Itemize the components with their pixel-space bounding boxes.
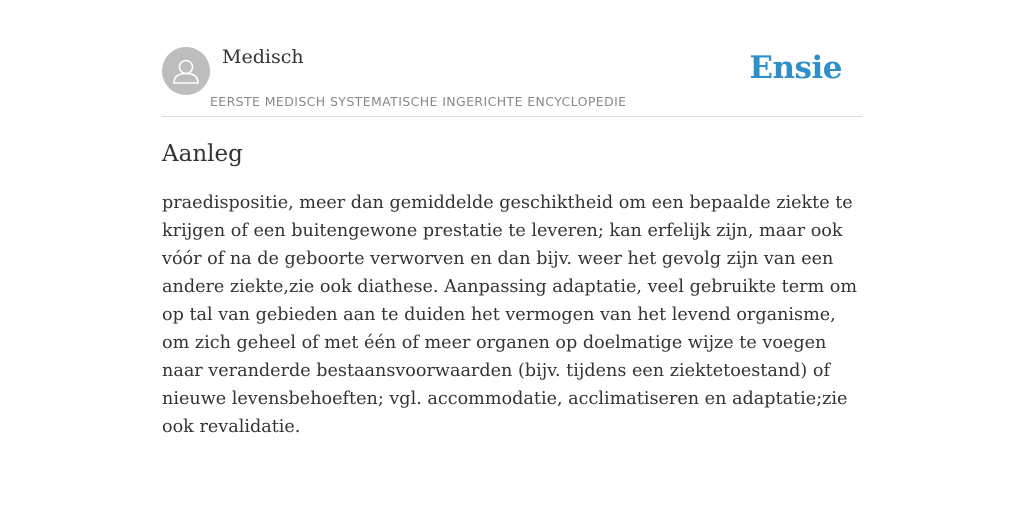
source-header — [162, 0, 862, 117]
source-name[interactable]: Medisch — [222, 46, 304, 68]
entry-definition: praedispositie, meer dan gemiddelde geschiktheid om een bepaalde ziekte te krijgen of een buitengewone prestatie te leveren; kan erfelijk zijn, maar ook vóór of na de geboorte verworven en dan bijv. weer het gevolg zijn van een andere ziekte,zie ook diathese. Aanpassing adaptatie, veel gebruikte term om op tal van gebieden aan te duiden het vermogen van het levend organisme, om zich geheel of met één of meer organen op doelmatige wijze te voegen naar veranderde bestaansvoorwaarden (bijv. tijdens een ziektetoestand) of nieuwe levensbehoeften; vgl. accommodatie, acclimatiseren en adaptatie;zie ook revalidatie. — [162, 193, 858, 437]
user-avatar-icon[interactable] — [162, 47, 210, 95]
source-subtitle: EERSTE MEDISCH SYSTEMATISCHE INGERICHTE ENCYCLOPEDIE — [210, 94, 627, 109]
brand-logo[interactable]: Ensie — [749, 50, 842, 86]
entry-title: Aanleg — [162, 141, 243, 167]
page-container — [162, 0, 862, 441]
